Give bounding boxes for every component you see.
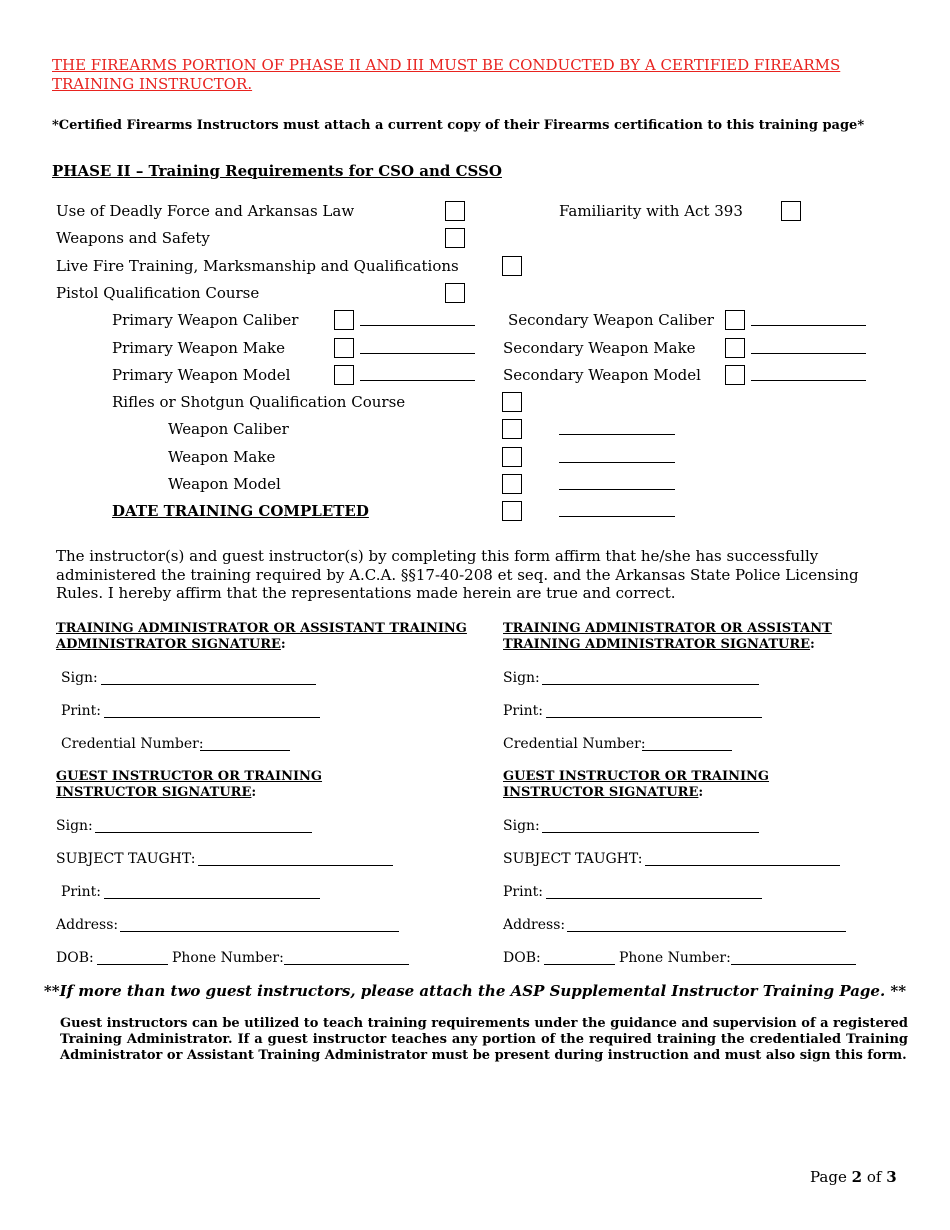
admin-signature-heading-left [56,621,476,653]
guest-print-field-left[interactable] [104,898,320,899]
item-weapons-safety: Weapons and Safety [56,229,210,247]
checkbox-primary-make[interactable] [334,338,354,358]
admin-heading-r-line1: TRAINING ADMINISTRATOR OR ASSISTANT [503,621,832,636]
guest-dob-label-right: DOB: [503,950,541,966]
guest-print-label-right: Print: [503,884,543,900]
guest-subject-label-left: SUBJECT TAUGHT: [56,851,196,867]
guest-subject-field-left[interactable] [198,865,393,866]
certification-note: *Certified Firearms Instructors must attach a current copy of their Firearms certification to this training page* [52,118,865,133]
primary-caliber-field[interactable] [360,325,475,326]
weapon-make-field[interactable] [559,462,675,463]
checkbox-weapon-make[interactable] [502,447,522,467]
item-weapon-make: Weapon Make [168,448,276,466]
primary-model-field[interactable] [360,380,475,381]
weapon-model-field[interactable] [559,489,675,490]
admin-print-field-left[interactable] [104,717,320,718]
guest-subject-field-right[interactable] [645,865,840,866]
admin-credential-field-left[interactable] [200,750,290,751]
admin-print-label-left: Print: [61,703,101,719]
admin-print-label-right: Print: [503,703,543,719]
guest-address-label-left: Address: [56,917,119,933]
page-current: 2 [851,1168,863,1186]
guest-phone-label-left: Phone Number: [172,950,284,966]
guest-signature-heading-left [56,769,456,801]
guest-print-field-right[interactable] [546,898,762,899]
admin-signature-heading-right [503,621,903,653]
item-deadly-force: Use of Deadly Force and Arkansas Law [56,202,355,220]
checkbox-deadly-force[interactable] [445,201,465,221]
secondary-make-field[interactable] [751,353,866,354]
checkbox-weapon-model[interactable] [502,474,522,494]
item-rifle-course: Rifles or Shotgun Qualification Course [112,393,406,411]
secondary-model-field[interactable] [751,380,866,381]
guest-phone-field-left[interactable] [284,964,409,965]
guest-instructor-note: Guest instructors can be utilized to teach training requirements under the guidance and supervision of a registered Training Administrator. If a guest instructor teaches any portion of the required training the credentialed Training Administrator or Assistant Training Administrator must be present during instruction and must also sign this form. [60,1016,908,1063]
admin-sign-label-left: Sign: [61,670,98,686]
admin-credential-label-right: Credential Number: [503,736,646,752]
guest-print-label-left: Print: [61,884,101,900]
item-primary-model: Primary Weapon Model [112,366,291,384]
checkbox-primary-model[interactable] [334,365,354,385]
checkbox-secondary-model[interactable] [725,365,745,385]
checkbox-primary-caliber[interactable] [334,310,354,330]
guest-phone-label-right: Phone Number: [619,950,731,966]
guest-dob-label-left: DOB: [56,950,94,966]
checkbox-pistol-course[interactable] [445,283,465,303]
admin-heading-line1: TRAINING ADMINISTRATOR OR ASSISTANT TRAINING [56,621,467,636]
guest-sign-field-right[interactable] [542,832,759,833]
page-total: 3 [886,1168,897,1186]
item-secondary-caliber: Secondary Weapon Caliber [508,311,714,329]
admin-credential-label-left: Credential Number: [61,736,204,752]
item-act393: Familiarity with Act 393 [559,202,743,220]
firearms-warning: THE FIREARMS PORTION OF PHASE II AND III MUST BE CONDUCTED BY A CERTIFIED FIREARMS TRAINING INSTRUCTOR. [52,56,841,93]
guest-signature-heading-right [503,769,903,801]
checkbox-live-fire[interactable] [502,256,522,276]
item-secondary-model: Secondary Weapon Model [503,366,701,384]
page-prefix: Page [810,1168,847,1186]
page-number [810,1168,897,1186]
item-pistol-course: Pistol Qualification Course [56,284,260,302]
heading-colon: : [698,785,704,800]
guest-address-field-right[interactable] [567,931,846,932]
guest-heading-line1: GUEST INSTRUCTOR OR TRAINING [503,769,770,784]
affirmation-text: The instructor(s) and guest instructor(s) by completing this form affirm that he/she has successfully administered the training required by A.C.A. §§17-40-208 et seq. and the Arkansas State Police Licensing Rules. I hereby affirm that the representations made herein are true and correct. [56,547,859,602]
admin-credential-field-right[interactable] [642,750,732,751]
supplemental-note: **If more than two guest instructors, please attach the ASP Supplemental Instructor Training Page. ** [43,982,907,1000]
page-of: of [866,1168,882,1186]
guest-phone-field-right[interactable] [731,964,856,965]
primary-make-field[interactable] [360,353,475,354]
guest-sign-field-left[interactable] [95,832,312,833]
admin-sign-field-left[interactable] [101,684,316,685]
guest-subject-label-right: SUBJECT TAUGHT: [503,851,643,867]
guest-sign-label-right: Sign: [503,818,540,834]
checkbox-weapons-safety[interactable] [445,228,465,248]
item-primary-make: Primary Weapon Make [112,339,285,357]
secondary-caliber-field[interactable] [751,325,866,326]
checkbox-date-completed[interactable] [502,501,522,521]
guest-sign-label-left: Sign: [56,818,93,834]
guest-heading-line2: INSTRUCTOR SIGNATURE [503,785,699,800]
admin-heading-r-line2: TRAINING ADMINISTRATOR SIGNATURE [503,637,811,652]
heading-colon: : [251,785,257,800]
item-weapon-model: Weapon Model [168,475,281,493]
guest-heading-line2: INSTRUCTOR SIGNATURE [56,785,252,800]
weapon-caliber-field[interactable] [559,434,675,435]
item-primary-caliber: Primary Weapon Caliber [112,311,299,329]
checkbox-weapon-caliber[interactable] [502,419,522,439]
guest-dob-field-left[interactable] [97,964,168,965]
checkbox-act393[interactable] [781,201,801,221]
checkbox-secondary-make[interactable] [725,338,745,358]
date-completed-field[interactable] [559,516,675,517]
item-live-fire: Live Fire Training, Marksmanship and Qualifications [56,257,459,275]
item-weapon-caliber: Weapon Caliber [168,420,289,438]
guest-heading-line1: GUEST INSTRUCTOR OR TRAINING [56,769,323,784]
guest-address-field-left[interactable] [120,931,399,932]
heading-colon: : [810,637,815,652]
admin-sign-field-right[interactable] [542,684,759,685]
admin-sign-label-right: Sign: [503,670,540,686]
item-secondary-make: Secondary Weapon Make [503,339,696,357]
guest-dob-field-right[interactable] [544,964,615,965]
checkbox-secondary-caliber[interactable] [725,310,745,330]
date-completed-label: DATE TRAINING COMPLETED [112,502,369,520]
phase-title: PHASE II – Training Requirements for CSO and CSSO [52,162,502,180]
heading-colon: : [280,637,286,652]
checkbox-rifle-course[interactable] [502,392,522,412]
admin-print-field-right[interactable] [546,717,762,718]
admin-heading-line2: ADMINISTRATOR SIGNATURE [56,637,281,652]
guest-address-label-right: Address: [503,917,566,933]
